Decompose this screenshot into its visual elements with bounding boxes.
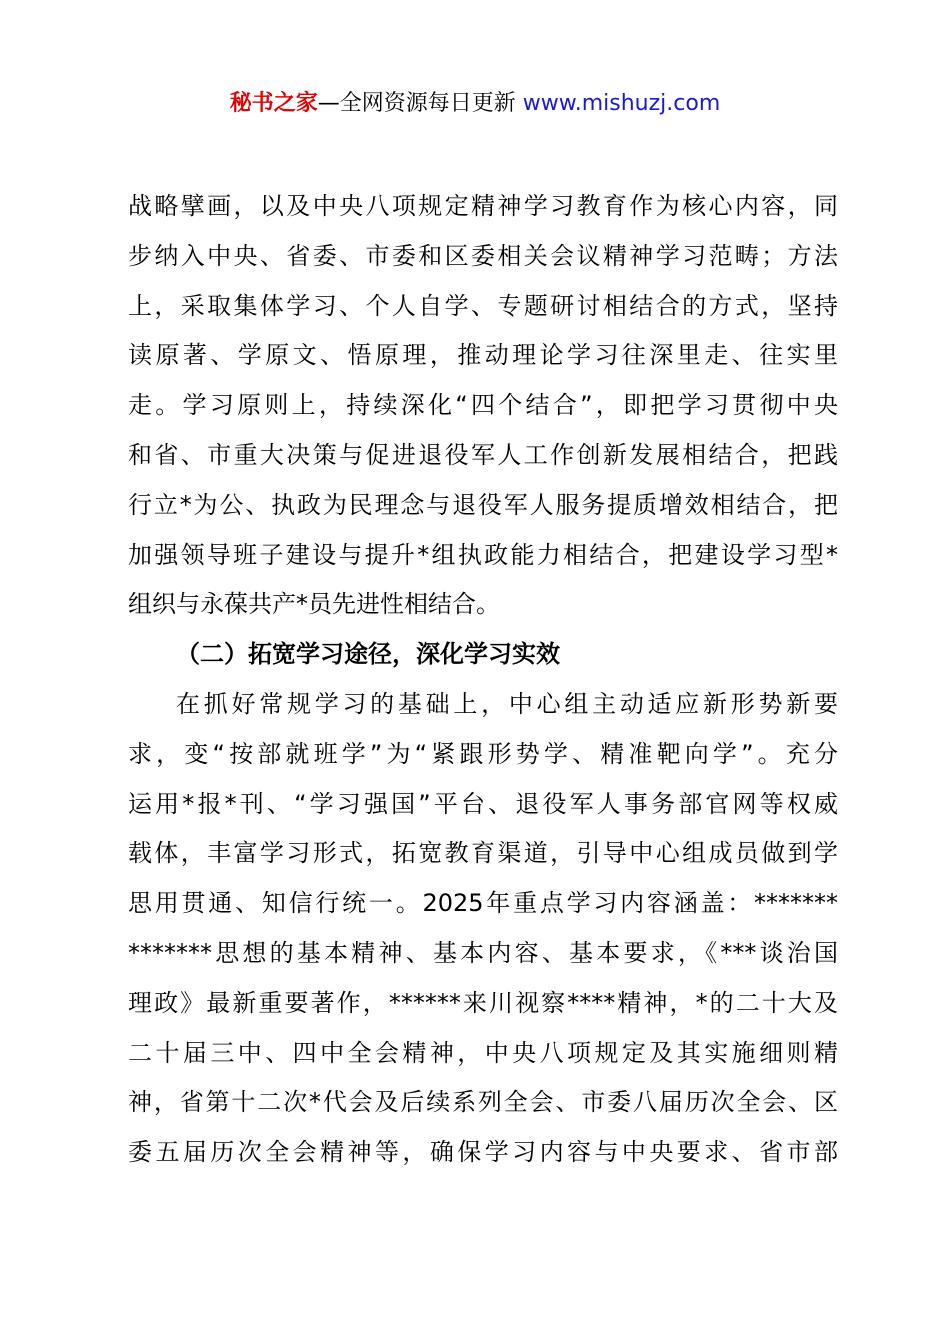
header-url-link[interactable]: www.mishuzj.com	[522, 91, 721, 116]
body-line: 上，采取集体学习、个人自学、专题研讨相结合的方式，坚持	[128, 291, 838, 320]
brand-name: 秘书之家	[229, 91, 318, 116]
body-line: 和省、市重大决策与促进退役军人工作创新发展相结合，把践	[128, 440, 838, 469]
document-body	[128, 182, 838, 1178]
section-heading: （二）拓宽学习途径，深化学习实效	[176, 640, 560, 669]
body-line: 委五届历次全会精神等，确保学习内容与中央要求、省市部	[128, 1138, 838, 1167]
body-line: 组织与永葆共产*员先进性相结合。	[128, 590, 500, 619]
body-line: 载体，丰富学习形式，拓宽教育渠道，引导中心组成员做到学	[128, 839, 838, 868]
body-line: 加强领导班子建设与提升*组执政能力相结合，把建设学习型*	[128, 540, 838, 569]
body-line: 思用贯通、知信行统一。2025年重点学习内容涵盖：*******	[128, 889, 838, 918]
body-line: 在抓好常规学习的基础上，中心组主动适应新形势新要	[176, 689, 838, 718]
body-line: 理政》最新重要著作，******来川视察****精神，*的二十大及	[128, 988, 838, 1017]
body-line: 二十届三中、四中全会精神，中央八项规定及其实施细则精	[128, 1038, 838, 1067]
body-line: 求，变“按部就班学”为“紧跟形势学、精准靶向学”。充分	[128, 739, 838, 768]
body-line: 步纳入中央、省委、市委和区委相关会议精神学习范畴；方法	[128, 241, 838, 270]
body-line: 运用*报*刊、“学习强国”平台、退役军人事务部官网等权威	[128, 789, 838, 818]
site-watermark-header	[0, 88, 950, 120]
body-line: 走。学习原则上，持续深化“四个结合”，即把学习贯彻中央	[128, 391, 838, 420]
body-line: 神，省第十二次*代会及后续系列全会、市委八届历次全会、区	[128, 1088, 838, 1117]
body-line: 战略擘画，以及中央八项规定精神学习教育作为核心内容，同	[128, 192, 838, 220]
body-line: 读原著、学原文、悟原理，推动理论学习往深里走、往实里	[128, 341, 838, 370]
body-line: *******思想的基本精神、基本内容、基本要求，《***谈治国	[128, 938, 838, 967]
header-tagline: —全网资源每日更新	[317, 91, 523, 116]
body-line: 行立*为公、执政为民理念与退役军人服务提质增效相结合，把	[128, 490, 838, 519]
